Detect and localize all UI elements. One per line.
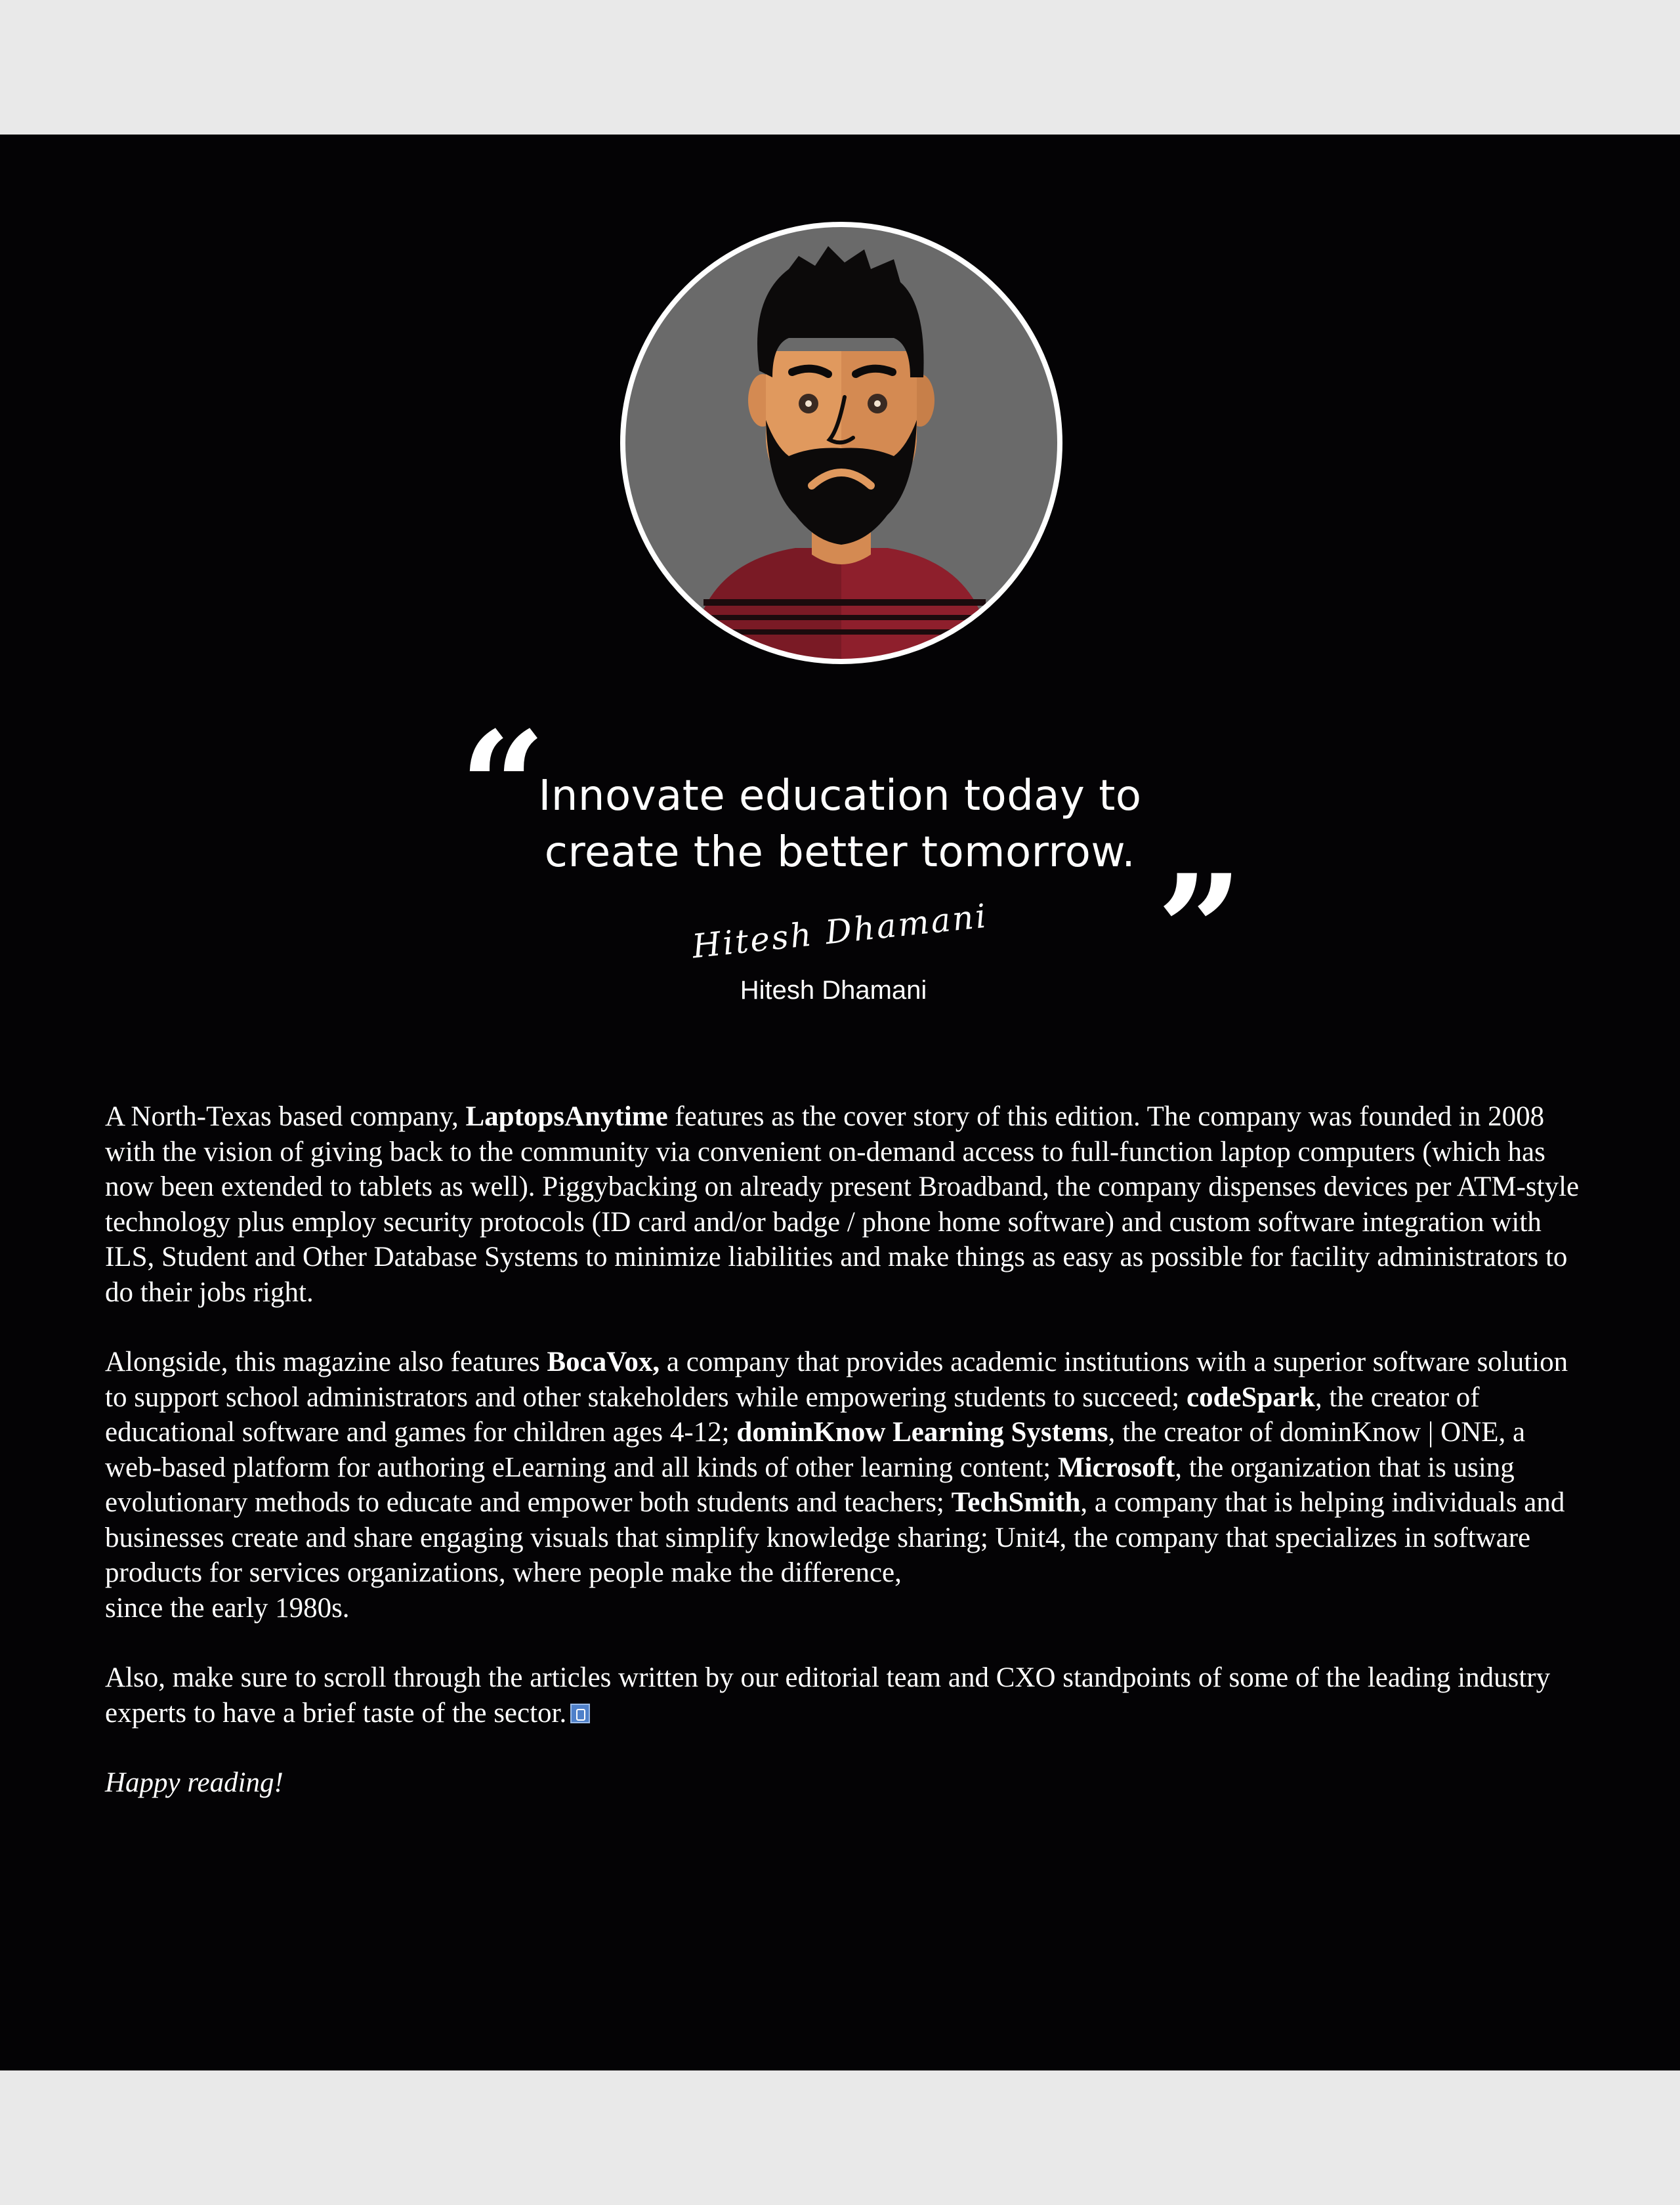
close-quote-icon: ”	[1156, 842, 1244, 1019]
text-run: since the early 1980s.	[105, 1592, 350, 1624]
company-name: TechSmith	[951, 1487, 1081, 1518]
open-quote-icon: “	[459, 699, 547, 876]
paragraph-featured-companies	[105, 1345, 1582, 1626]
paragraph-cover-story	[105, 1099, 1582, 1310]
text-run: , a company that is helping individuals and businesses create and share engaging visuals that simplify knowledge sharing; Unit4, the company that specializes in software products for services organizations, where people make the difference,	[105, 1487, 1565, 1588]
text-run: , the creator of dominKnow | ONE, a web-based platform for authoring eLearning and all kinds of other learning content;	[105, 1417, 1526, 1483]
text-run: , the organization that is using evolutionary methods to educate and empower both students and teachers;	[105, 1452, 1515, 1518]
company-name: LaptopsAnytime	[465, 1101, 668, 1132]
pull-quote-line-1: Innovate education today to	[538, 772, 1142, 820]
company-name: dominKnow Learning Systems	[736, 1417, 1108, 1448]
pull-quote	[459, 768, 1221, 881]
text-run: , the creator of educational software and games for children ages 4-12;	[105, 1381, 1480, 1448]
author-signature: Hitesh Dhamani	[690, 896, 990, 966]
company-name: BocaVox,	[547, 1347, 660, 1377]
paragraph-scroll-through	[105, 1660, 1582, 1731]
text-run: Alongside, this magazine also features	[105, 1347, 547, 1377]
author-name: Hitesh Dhamani	[740, 976, 927, 1005]
company-name: codeSpark	[1186, 1381, 1315, 1413]
company-name: Microsoft	[1057, 1452, 1175, 1483]
author-avatar	[618, 220, 1064, 666]
happy-reading-text: Happy reading!	[105, 1767, 284, 1798]
text-run: A North-Texas based company,	[105, 1101, 466, 1132]
bearded-man-avatar-icon	[618, 220, 1064, 666]
text-run: a company that provides academic institutions with a superior software solution to support school administrators and other stakeholders while empowering students to succeed;	[105, 1347, 1568, 1413]
pull-quote-line-2: create the better tomorrow.	[544, 828, 1136, 877]
editorial-page	[0, 135, 1680, 2070]
text-run: Also, make sure to scroll through the articles written by our editorial team and CXO standpoints of some of the leading industry experts to have a brief taste of the sector.	[105, 1662, 1551, 1729]
closing-line	[105, 1765, 1582, 1801]
article-body	[105, 1099, 1582, 1836]
mobile-phone-emoji-icon	[570, 1704, 590, 1723]
text-run: features as the cover story of this edition. The company was founded in 2008 with the vision of giving back to the community via convenient on-demand access to full-function laptop computers (which has now been extended to tablets as well). Piggybacking on already present Broadband, the company dispenses devices per ATM-style technology plus employ security protocols (ID card and/or badge / phone home software) and custom software integration with ILS, Student and Other Database Systems to minimize liabilities and make things as easy as possible for facility administrators to do their jobs right.	[105, 1101, 1580, 1308]
